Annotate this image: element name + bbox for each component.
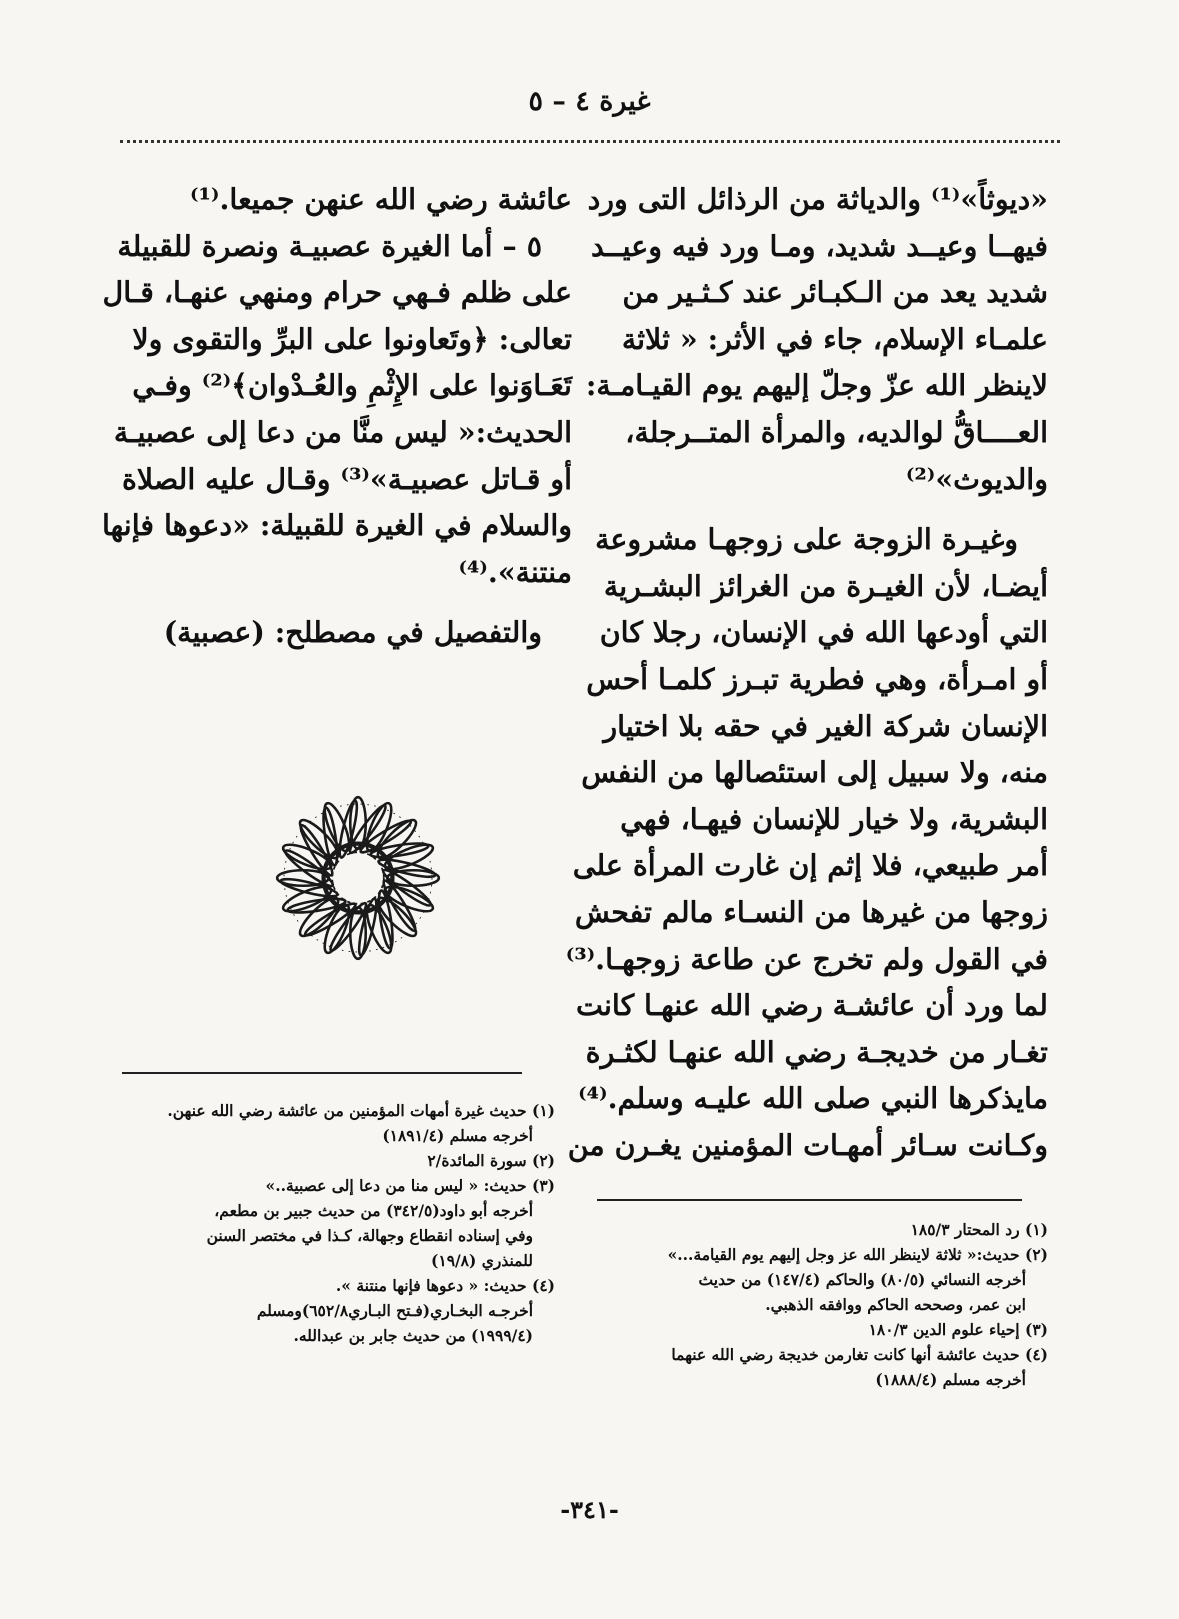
text-line: في القول ولم تخرج عن طاعة زوجهـا.⁽³⁾: [565, 941, 1048, 976]
text-line: تَعَـاوَنوا على الإِثْمِ والعُـدْوان﴾⁽²⁾ وفـي: [132, 368, 572, 403]
footnotes-right: [608, 1217, 1048, 1392]
text-line: زوجها من غيرها من النسـاء مالم تفحش: [574, 894, 1048, 929]
text-line: علمـاء الإسلام، جاء في الأثر: « ثلاثة: [621, 321, 1048, 356]
footnote: أخرجه مسلم (١٨٨٨/٤): [875, 1370, 1026, 1389]
right-column: [565, 176, 1048, 1168]
text-line: والديوث»⁽²⁾: [905, 461, 1048, 496]
footnote: ابن عمر، وصححه الحاكم ووافقه الذهبي.: [765, 1295, 1026, 1314]
footnote: (٣) إحياء علوم الدين ١٨٠/٣: [868, 1320, 1048, 1339]
footnote-divider-right: [597, 1199, 1022, 1201]
footnote: أخرجه مسلم (١٨٩١/٤): [382, 1126, 533, 1145]
text-line: فيهــا وعيــد شديد، ومـا ورد فيه وعيــد: [590, 228, 1048, 263]
footnote: أخرجه أبو داود(٣٤٢/٥) من حديث جبير بن مطعم،: [214, 1201, 533, 1220]
text-line: منه، ولا سبيل إلى استئصالها من النفس: [581, 755, 1048, 790]
footnotes-left: [115, 1098, 555, 1348]
footnote-divider-left: [122, 1072, 522, 1074]
text-line: التي أودعها الله في الإنسان، رجلا كان: [599, 615, 1048, 650]
text-line: تعالى: ﴿وتَعاونوا على البرِّ والتقوى ولا: [132, 321, 572, 356]
text-line: أيضـا، لأن الغيـرة من الغرائز البشـرية: [603, 568, 1048, 603]
footnote: (٢) حديث:« ثلاثة لاينظر الله عز وجل إليهم يوم القيامة...»: [667, 1245, 1048, 1264]
footnote: (١٩٩٩/٤) من حديث جابر بن عبدالله.: [293, 1326, 533, 1345]
left-column: [101, 176, 572, 656]
text-line: على ظلم فـهي حرام ومنهي عنهـا، قـال: [102, 275, 572, 310]
text-line: لاينظر الله عزّ وجلّ إليهم يوم القيـامـة:: [585, 368, 1048, 403]
text-line: مايذكرها النبي صلى الله عليـه وسلم.⁽⁴⁾: [578, 1081, 1048, 1116]
text-line: الحديث:« ليس منَّا من دعا إلى عصبيـة: [113, 414, 572, 449]
footnote: (٤) حديث عائشة أنها كانت تغارمن خديجة رضي الله عنهما: [671, 1345, 1048, 1364]
footnote: (١) رد المحتار ١٨٥/٣: [910, 1220, 1048, 1239]
text-line: والسلام في الغيرة للقبيلة: «دعوها فإنها: [101, 508, 572, 543]
text-line: وغيـرة الزوجة على زوجهـا مشروعة: [595, 522, 1018, 557]
text-line: الإنسان شركة الغير في حقه بلا اختيار: [603, 708, 1048, 743]
text-line: «ديوثاً»⁽¹⁾ والدياثة من الرذائل التى ورد: [587, 182, 1048, 216]
text-line: عائشة رضي الله عنهن جميعا.⁽¹⁾: [189, 182, 572, 216]
arabesque-star-ornament-icon: [272, 792, 444, 964]
header-divider: [120, 140, 1060, 143]
text-line: والتفصيل في مصطلح: (عصبية): [163, 615, 542, 650]
footnote: وفي إسناده انقطاع وجهالة، كـذا في مختصر السنن: [206, 1226, 533, 1245]
running-head: غيرة ٤ – ٥: [528, 86, 651, 117]
text-line: شديد يعد من الـكبـائر عند كـثـير من: [622, 275, 1048, 310]
text-line: لما ورد أن عائشـة رضي الله عنهـا كانت: [575, 988, 1048, 1023]
text-line: منتنة».⁽⁴⁾: [458, 554, 572, 589]
text-line: أو قـاتل عصبيـة»⁽³⁾ وقـال عليه الصلاة: [121, 461, 572, 496]
text-line: أمر طبيعي، فلا إثم إن غارت المرأة على: [572, 848, 1048, 883]
text-line: ٥ – أما الغيرة عصبيـة ونصرة للقبيلة: [117, 228, 542, 263]
page-number: -٣٤١-: [560, 1495, 619, 1524]
text-line: تغـار من خديجـة رضي الله عنهـا لكثـرة: [585, 1034, 1048, 1069]
footnote: (٣) حديث: « ليس منا من دعا إلى عصبية..»: [265, 1176, 555, 1195]
footnote: (٢) سورة المائدة/٢: [427, 1151, 555, 1170]
text-line: البشرية، ولا خيار للإنسان فيهـا، فهي: [620, 801, 1048, 836]
text-line: وكـانت سـائر أمهـات المؤمنين يغـرن من: [567, 1127, 1048, 1162]
footnote: (٤) حديث: « دعوها فإنها منتنة ».: [335, 1276, 555, 1295]
footnote: للمنذري (١٩/٨): [431, 1251, 533, 1270]
footnote: أخرجه النسائي (٨٠/٥) والحاكم (١٤٧/٤) من حديث: [698, 1270, 1026, 1289]
footnote: أخرجـه البخـاري(فـتح البـاري٦٥٢/٨)ومسلم: [256, 1301, 533, 1320]
footnote: (١) حديث غيرة أمهات المؤمنين من عائشة رضي الله عنهن.: [167, 1101, 555, 1120]
text-line: أو امـرأة، وهي فطرية تبـرز كلمـا أحس: [586, 661, 1048, 696]
text-line: العــــاقُّ لوالديه، والمرأة المتــرجلة،: [625, 414, 1048, 449]
